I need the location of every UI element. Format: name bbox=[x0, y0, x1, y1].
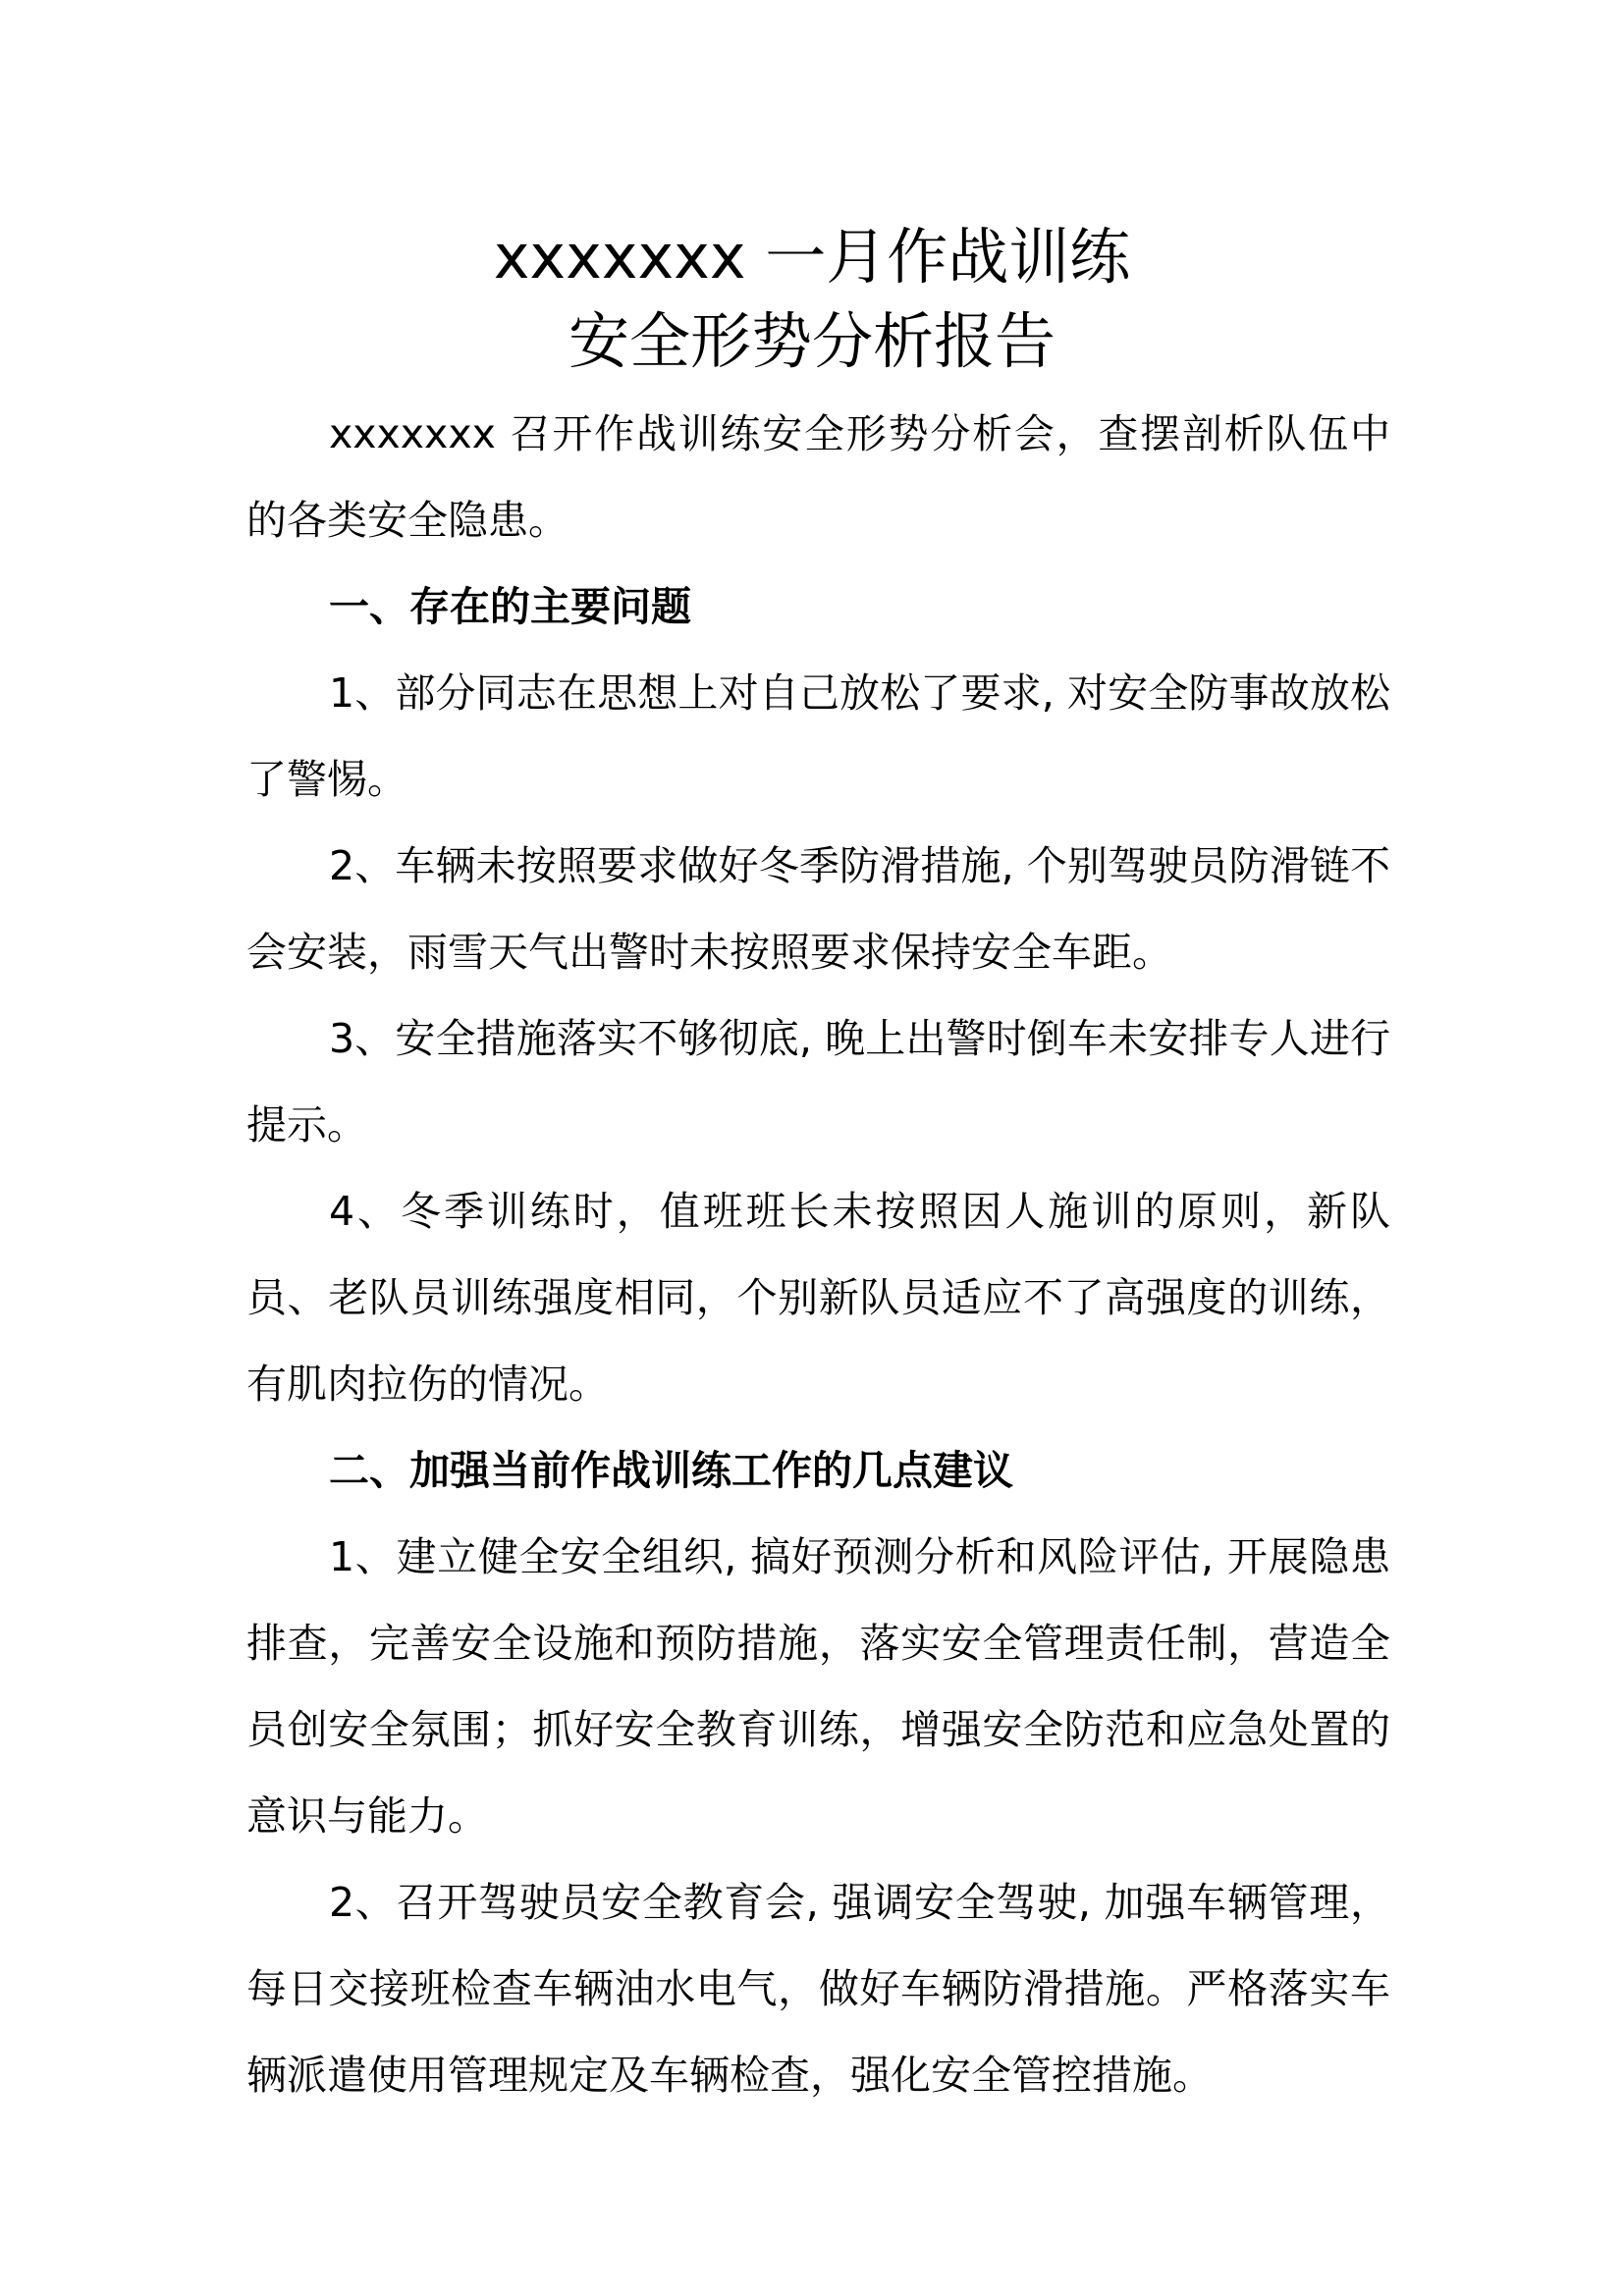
report-title-line-1: xxxxxxx 一月作战训练 bbox=[493, 221, 1131, 293]
intro-paragraph: xxxxxxx 召开作战训练安全形势分析会，查摆剖析队伍中的各类安全隐患。 bbox=[246, 410, 1390, 544]
section-1-item-4: 4、冬季训练时，值班班长未按照因人施训的原则，新队员、老队员训练强度相同，个别新队员适应不了高强度的训练，有肌肉拉伤的情况。 bbox=[246, 1188, 1390, 1408]
section-2-heading: 二、加强当前作战训练工作的几点建议 bbox=[329, 1447, 1013, 1494]
section-1-item-3: 3、安全措施落实不够彻底, 晚上出警时倒车未安排专人进行提示。 bbox=[246, 1015, 1390, 1148]
section-2-item-2: 2、召开驾驶员安全教育会, 强调安全驾驶, 加强车辆管理，每日交接班检查车辆油水电气，做好车辆防滑措施。严格落实车辆派遣使用管理规定及车辆检查，强化安全管控措施。 bbox=[246, 1879, 1390, 2099]
section-1-item-2: 2、车辆未按照要求做好冬季防滑措施, 个别驾驶员防滑链不会安装，雨雪天气出警时未按照要求保持安全车距。 bbox=[246, 842, 1390, 976]
section-1-item-1: 1、部分同志在思想上对自己放松了要求, 对安全防事故放松了警惕。 bbox=[246, 669, 1390, 803]
section-2-item-1: 1、建立健全安全组织, 搞好预测分析和风险评估, 开展隐患排查，完善安全设施和预防措施，落实安全管理责任制，营造全员创安全氛围；抓好安全教育训练，增强安全防范和应急处置的意识与能力。 bbox=[246, 1533, 1390, 1840]
report-body bbox=[246, 391, 1390, 2118]
section-1-heading: 一、存在的主要问题 bbox=[329, 583, 691, 630]
report-title-line-2: 安全形势分析报告 bbox=[568, 305, 1056, 377]
